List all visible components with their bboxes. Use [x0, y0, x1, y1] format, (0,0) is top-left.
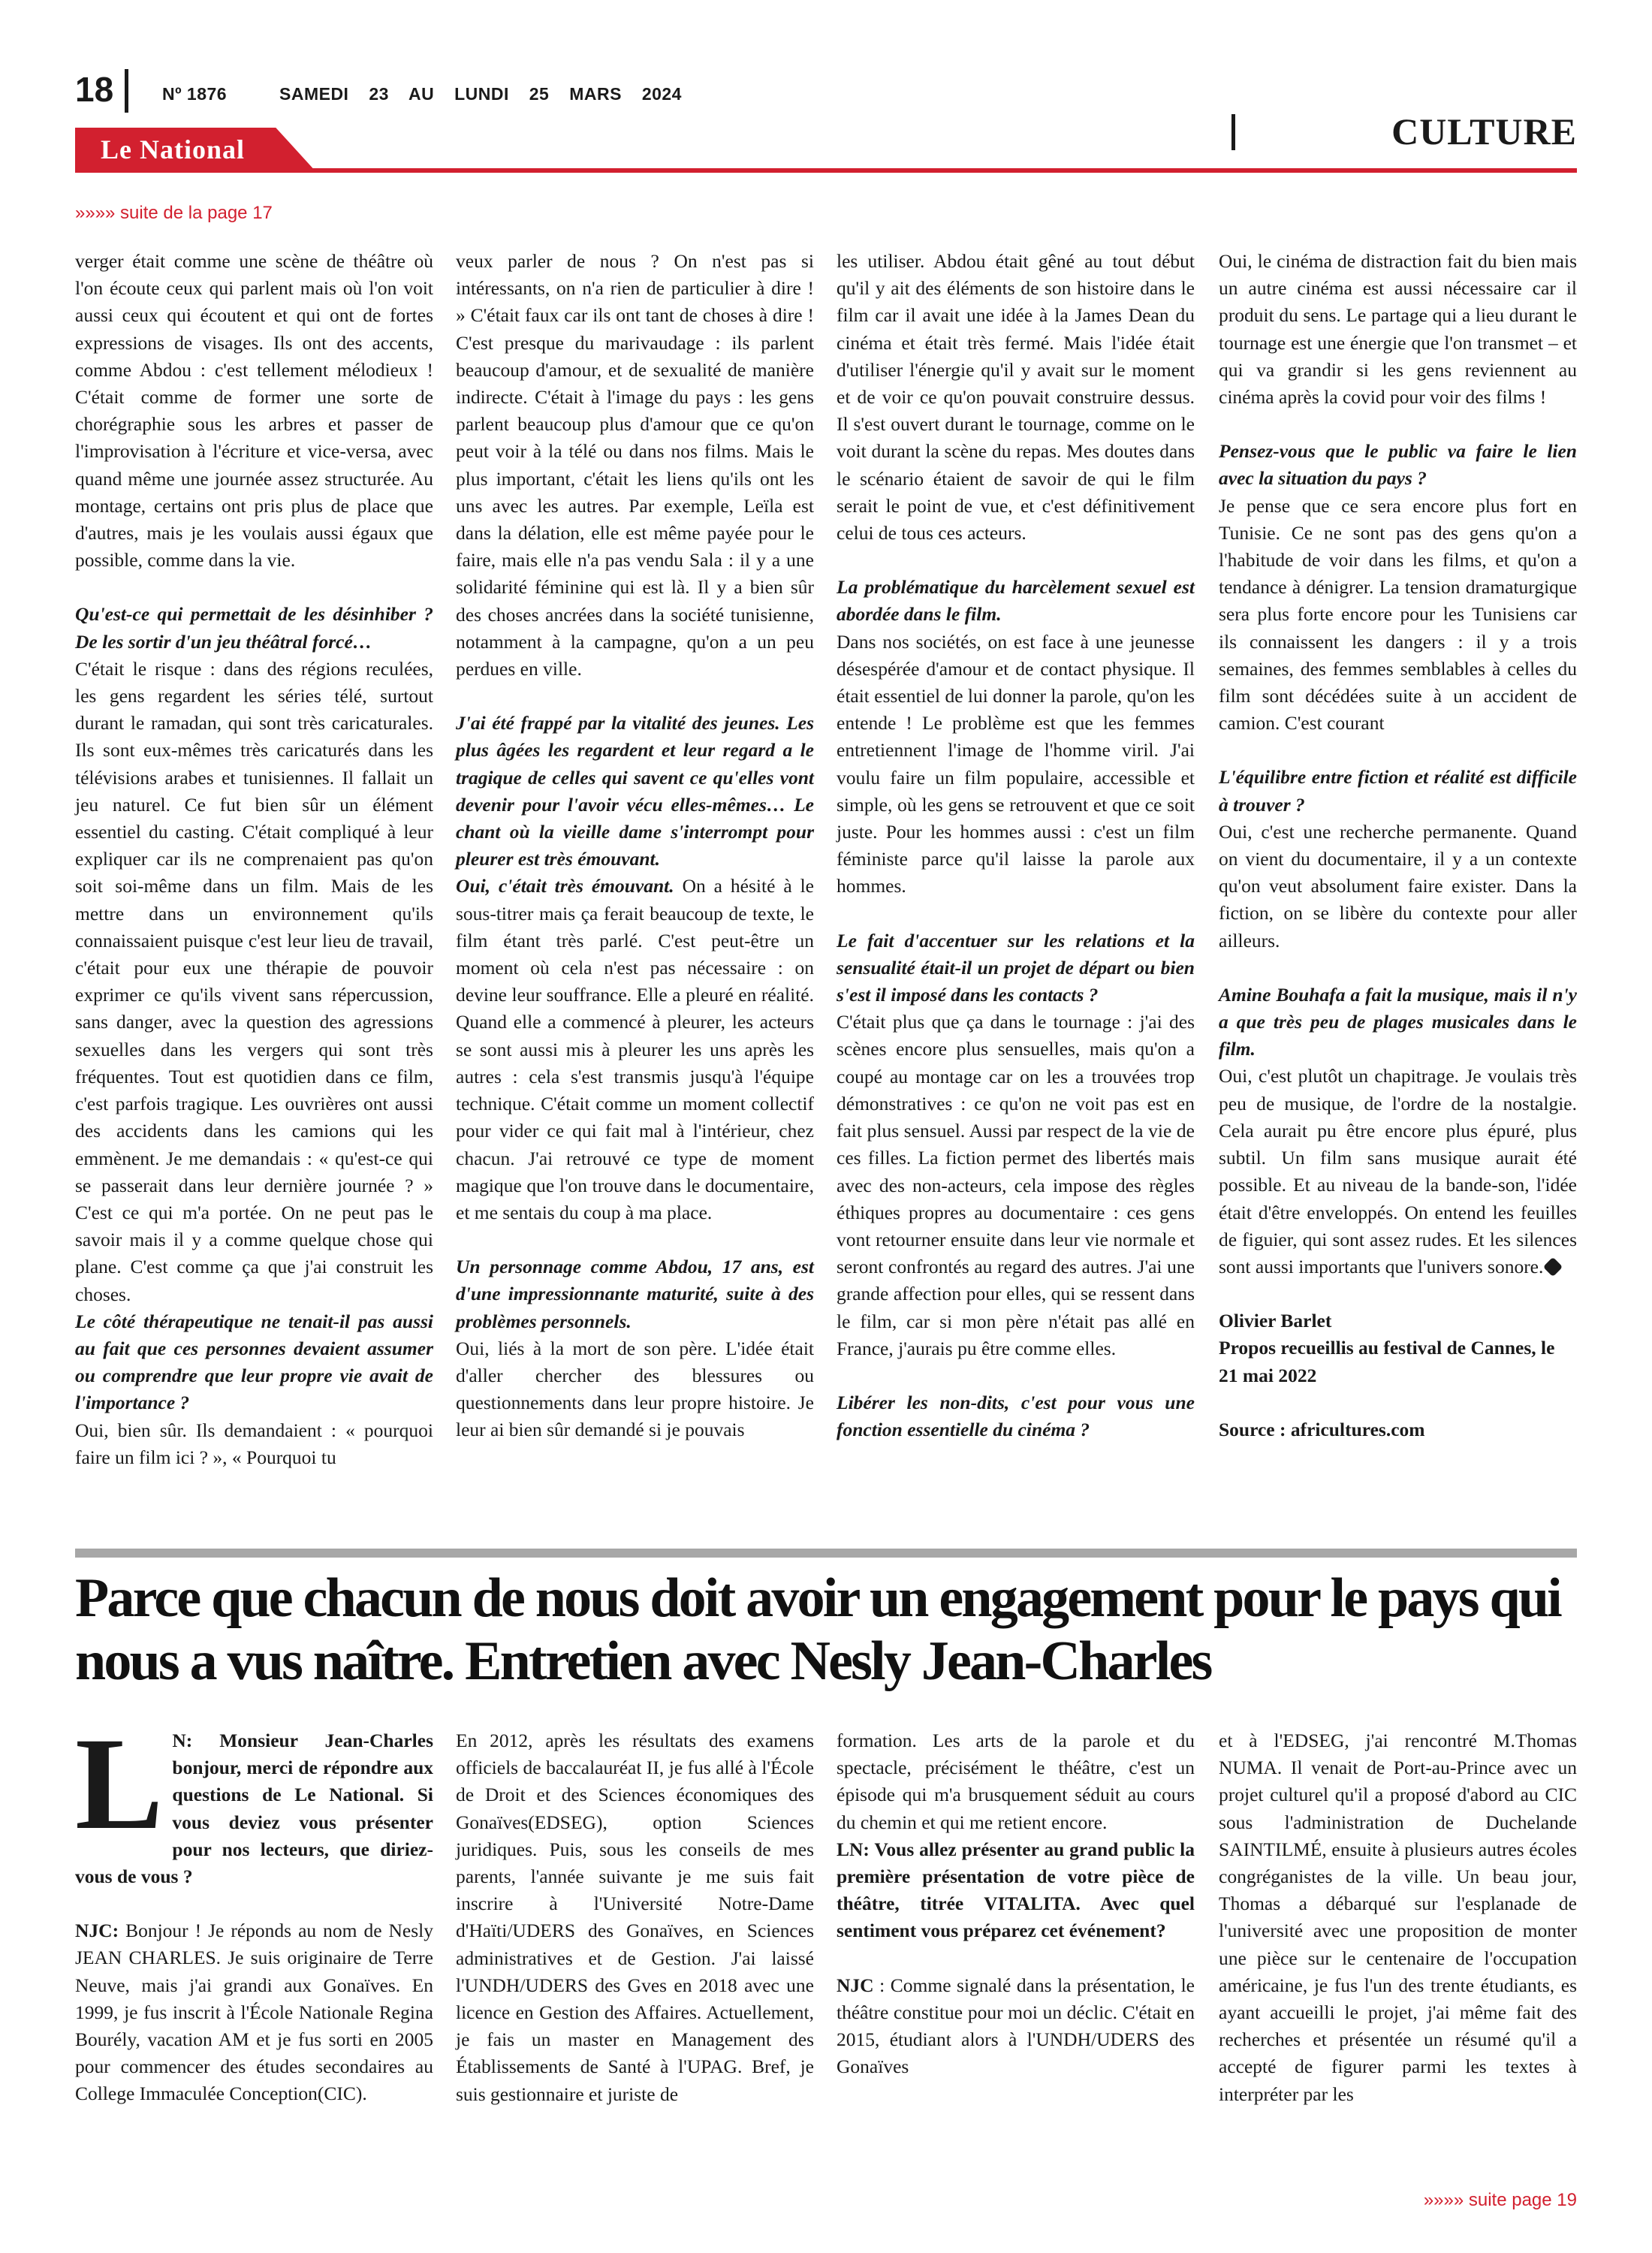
answer-paragraph: [1219, 493, 1577, 737]
issue-number: Nº 1876: [162, 84, 228, 104]
answer-paragraph: [1219, 248, 1577, 411]
answer-paragraph: [75, 656, 433, 1308]
answer-paragraph: [1219, 819, 1577, 955]
continued-from-link[interactable]: »»»» suite de la page 17: [75, 203, 273, 223]
answer-paragraph: [837, 1009, 1195, 1362]
article2-headline: Parce que chacun de nous doit avoir un engagement pour le pays qui nous a vus naître. Entretien avec Nesly Jean-Charles: [75, 1567, 1560, 1692]
interview-credit: Propos recueillis au festival de Cannes, le 21 mai 2022: [1219, 1337, 1555, 1386]
answer-paragraph: [456, 1335, 814, 1444]
interview-question: Le fait d'accentuer sur les relations et la sensualité était-il un projet de départ ou bien s'est il imposé dans les contacts ?: [837, 929, 1195, 1006]
answer-lead: Oui, c'était très émouvant.: [456, 875, 674, 897]
interview-question: J'ai été frappé par la vitalité des jeunes. Les plus âgées les regardent et leur regard a le tragique de celles qui savent ce qu'elles vont devenir pour l'avoir vécu elles-mêmes… Le chant où la vieille dame s'interrompt pour pleurer est très émouvant.: [456, 712, 814, 870]
interview-question: Un personnage comme Abdou, 17 ans, est d'une impressionnante maturité, suite à des problèmes personnels.: [456, 1256, 814, 1332]
answer-text: et à l'EDSEG, j'ai rencontré M.Thomas NUMA. Il venait de Port-au-Prince avec un projet culturel qu'il a proposé d'abord au CIC sous l'administration de Duchelande SAINTILMÉ, ensuite à plusieurs autres écoles congréganistes de la ville. Un beau jour, Thomas a débarqué sur l'esplanade de l'université avec une proposition de monter une pièce sur le centenaire de l'occupation américaine, je fus l'un des trente étudiants, es ayant accueilli le projet, j'ai même fait des recherches et présentée un résumé qu'il a accepté de figurer parmi les textes à interpréter par les: [1219, 1730, 1577, 2105]
answer-text: En 2012, après les résultats des examens officiels de baccalauréat II, je fus allé à l'École de Droit et des Sciences économiques des Gonaïves(EDSEG), option Sciences juridiques. Puis, sous les conseils de mes parents, l'année suivante je me suis fait inscrire à l'Université Notre-Dame d'Haïti/UDERS des Gonaïves, en Sciences administratives et de Gestion. J'ai laissé l'UNDH/UDERS des Gves en 2018 avec une licence en Gestion des Affaires. Actuellement, je fais un master en Management des Établissements de Santé à l'UPAG. Bref, je suis gestionnaire et juriste de: [456, 1730, 814, 2105]
speaker-label: NJC:: [75, 1920, 119, 1942]
answer-paragraph: [456, 248, 814, 683]
article2-column-4: [1219, 1727, 1577, 2108]
end-of-article-mark: [1543, 1257, 1563, 1277]
answer-text: Oui, le cinéma de distraction fait du bien mais un autre cinéma est aussi nécessaire car il produit du sens. Le partage qui a lieu durant le tournage est une énergie que l'on transmet – et qui va grandir si les gens reviennent au cinéma après la covid pour voir des films !: [1219, 250, 1577, 409]
interview-question: L'équilibre entre fiction et réalité est difficile à trouver ?: [1219, 766, 1577, 816]
answer-text: : Comme signalé dans la présentation, le théâtre constitue pour moi un déclic. C'était en 2015, étudiant alors à l'UNDH/UDERS des Gonaïves: [837, 1974, 1195, 2078]
article2-column-1: [75, 1711, 433, 2108]
answer-paragraph: [1219, 1063, 1577, 1280]
interview-question: Qu'est-ce qui permettait de les désinhiber ? De les sortir d'un jeu théâtral forcé…: [75, 603, 433, 653]
author-name: Olivier Barlet: [1219, 1310, 1332, 1332]
answer-text: Oui, c'est plutôt un chapitrage. Je voulais très peu de musique, de l'ordre de la nostalgie. Cela aurait pu être encore plus épuré, plus subtil. Un film sans musique aurait été possible. Et au niveau de la bande-son, l'idée était d'être enveloppés. On entend les feuilles de figuier, qui sont assez rudes. Et les silences sont aussi importants que l'univers sonore.: [1219, 1065, 1577, 1277]
answer-text: C'était plus que ça dans le tournage : j'ai des scènes encore plus sensuelles, mais qu'on a coupé au montage car on les a trouvées trop démonstratives : ce qu'on ne voit pas est en fait plus sensuel. Aussi par respect de la vie de ces filles. La fiction permet des libertés mais avec des non-acteurs, cela impose des règles éthiques propres au documentaire : ces gens vont retourner ensuite dans leur vie normale et seront confrontés au regard des autres. J'ai une grande affection pour elles, qui se ressent dans le film, car si mon père n'était pas allé en France, j'aurais pu être comme elles.: [837, 1011, 1195, 1359]
continued-to-link[interactable]: »»»» suite page 19: [1423, 2190, 1577, 2210]
article2-column-2: [456, 1727, 814, 2108]
section-title: CULTURE: [1391, 110, 1577, 152]
article-divider: [75, 1549, 1577, 1558]
interview-question: Libérer les non-dits, c'est pour vous une fonction essentielle du cinéma ?: [837, 1391, 1195, 1441]
answer-text: C'était le risque : dans des régions reculées, les gens regardent les séries télé, surtout durant le ramadan, qui sont très caricaturales. Ils sont eux-mêmes très caricaturés dans les télévisions arabes et tunisiennes. Il fallait un jeu naturel. Ce fut bien sûr un élément essentiel du casting. C'était compliqué à leur expliquer car ils ne comprenaient pas qu'on soit soi-même dans un film. Mais de les mettre dans un environnement qu'ils connaissaient puisque c'est leur lieu de travail, c'était pour eux une thérapie de pouvoir exprimer ce qu'ils vivent sans répercussion, sans danger, avec la question des agressions sexuelles dans les vergers qui sont très fréquentes. Tout est quotidien dans ce film, c'est parfois tragique. Les ouvrières ont aussi des accidents dans les camions qui les emmènent. Je me demandais : « qu'est-ce qui se passerait dans leur dernière journée ? » C'est ce qui m'a portée. On ne peut pas le savoir mais il y a comme quelque chose qui plane. C'est comme ça que j'ai construit les choses.: [75, 657, 433, 1305]
source-credit: Source : africultures.com: [1219, 1418, 1425, 1440]
answer-text: Dans nos sociétés, on est face à une jeunesse désespérée d'amour et de contact physique. Il était essentiel de lui donner la parole, qu'on les entende ! Le problème est que les femmes entretiennent l'image de l'homme viril. J'ai voulu faire un film populaire, accessible et simple, où les gens se retrouvent et que ce soit juste. Pour les hommes aussi : c'est un film féministe parce qu'il laisse la parole aux hommes.: [837, 630, 1195, 897]
answer-text: les utiliser. Abdou était gêné au tout début qu'il y ait des éléments de son histoire dans le film car il avait une idée à la James Dean du cinéma et était très fermé. Mais l'idée était d'utiliser l'énergie qu'il y avait sur le moment et de voir ce qu'on pouvait construire dessus. Il s'est ouvert durant le tournage, comme on le voit durant la scène du repas. Mes doutes dans le scénario étaient de savoir de qui le film serait le point de vue, et c'est définitivement celui de tous ces acteurs.: [837, 250, 1195, 544]
header-separator: [125, 69, 128, 113]
answer-text: Bonjour ! Je réponds au nom de Nesly JEAN CHARLES. Je suis originaire de Terre Neuve, mais j'ai grandi aux Gonaïves. En 1999, je fus inscrit à l'École Nationale Regina Bourély, vacation AM et je fus sorti en 2005 pour commencer des études secondaires au College Immaculée Conception(CIC).: [75, 1920, 433, 2105]
answer-paragraph: [837, 248, 1195, 547]
interview-question: La problématique du harcèlement sexuel est abordée dans le film.: [837, 576, 1195, 626]
drop-cap: L: [75, 1711, 164, 1857]
speaker-label: NJC: [837, 1974, 874, 1996]
article1-column-3: [837, 248, 1195, 1443]
article1-column-4: [1219, 248, 1577, 1443]
brand-logo: Le National: [101, 134, 246, 164]
answer-text: Je pense que ce sera encore plus fort en Tunisie. Ce ne sont pas des gens qu'on a l'habitude de voir dans les films, et qu'on a tendance à dénigrer. La tension dramaturgique sera plus forte encore pour les Tunisiens car ils connaissent les dangers : il y a trois semaines, des femmes semblables à celles du film sont décédées suite à un accident de camion. C'est courant: [1219, 494, 1577, 734]
answer-paragraph: [456, 873, 814, 1226]
interview-question: Pensez-vous que le public va faire le lien avec la situation du pays ?: [1219, 440, 1577, 490]
article1-column-2: [456, 248, 814, 1444]
page-number: 18: [75, 70, 114, 109]
answer-text: On a hésité à le sous-titrer mais ça ferait beaucoup de texte, le film étant très parlé. C'est peut-être un moment où cela n'est pas nécessaire : on devine leur souffrance. Elle a pleuré en réalité. Quand elle a commencé à pleurer, les acteurs se sont aussi mis à pleurer les uns après les autres : cela s'est transmis jusqu'à l'équipe technique. C'était comme un moment collectif pour vider ce qui fait mal à l'intérieur, chez chacun. J'ai retrouvé ce type de moment magique que l'on trouve dans le documentaire, et me sentais du coup à ma place.: [456, 875, 815, 1223]
answer-paragraph: [75, 248, 433, 574]
answer-text: Oui, c'est une recherche permanente. Quand on vient du documentaire, il y a un contexte qu'on veut absolument faire exister. Dans la fiction, on se libère du contexte pour aller ailleurs.: [1219, 820, 1577, 952]
section-separator: [1231, 114, 1235, 150]
answer-paragraph: [75, 1417, 433, 1471]
answer-text: verger était comme une scène de théâtre où l'on écoute ceux qui parlent mais où l'on voit aussi ceux qui écoutent et qui ont de fortes expressions de visages. Ils ont des accents, comme Abdou : c'est tellement mélodieux ! C'était comme de former une sorte de chorégraphie sous les arbres et passer de l'improvisation à l'écriture et vice-versa, avec quand même une journée assez structurée. Au montage, certains ont pris plus de place que d'autres, mais je les voulais aussi égaux que possible, comme dans la vie.: [75, 250, 433, 572]
interview-question: Amine Bouhafa a fait la musique, mais il n'y a que très peu de plages musicales dans le film.: [1219, 983, 1577, 1060]
answer-text: Oui, liés à la mort de son père. L'idée était d'aller chercher des blessures ou questionnements dans leur propre histoire. Je leur ai bien sûr demandé si je pouvais: [456, 1337, 814, 1441]
issue-date: SAMEDI 23 AU LUNDI 25 MARS 2024: [279, 84, 682, 104]
article2-column-3: [837, 1727, 1195, 2080]
answer-text: formation. Les arts de la parole et du spectacle, précisément le théâtre, c'est un épisode qui m'a brusquement séduit au cours du chemin et qui me retient encore.: [837, 1730, 1195, 1833]
answer-text: Oui, bien sûr. Ils demandaient : « pourquoi faire un film ici ? », « Pourquoi tu: [75, 1419, 433, 1468]
interview-question: N: Monsieur Jean-Charles bonjour, merci de répondre aux questions de Le National. Si vous deviez vous présenter pour nos lecteurs, que diriez-vous de vous ?: [75, 1730, 433, 1888]
interview-question: LN: Vous allez présenter au grand public la première présentation de votre pièce de théâtre, titrée VITALITA. Avec quel sentiment vous préparez cet événement?: [837, 1838, 1195, 1942]
interview-question: Le côté thérapeutique ne tenait-il pas aussi au fait que ces personnes devaient assumer ou comprendre que leur propre vie avait de l'importance ?: [75, 1310, 433, 1414]
article1-column-1: [75, 248, 433, 1471]
answer-text: veux parler de nous ? On n'est pas si intéressants, on n'a rien de particulier à dire ! » C'était faux car ils ont tant de choses à dire ! C'est presque du marivaudage : ils parlent beaucoup d'amour, et de sexualité de manière indirecte. C'était à l'image du pays : les gens parlent beaucoup plus d'amour que ce qu'on peut voir à la télé ou dans nos films. Mais le plus important, c'était les liens qu'ils ont les uns avec les autres. Par exemple, Leïla est dans la délation, elle est même payée pour le faire, mais elle n'a pas vendu Sala : il y a une solidarité féminine qui est là. Il y a bien sûr des choses ancrées dans la société tunisienne, notamment à la campagne, qu'on a un peu perdues en ville.: [456, 250, 814, 680]
answer-paragraph: [837, 629, 1195, 900]
article1-column-4-body: [1219, 248, 1577, 1280]
